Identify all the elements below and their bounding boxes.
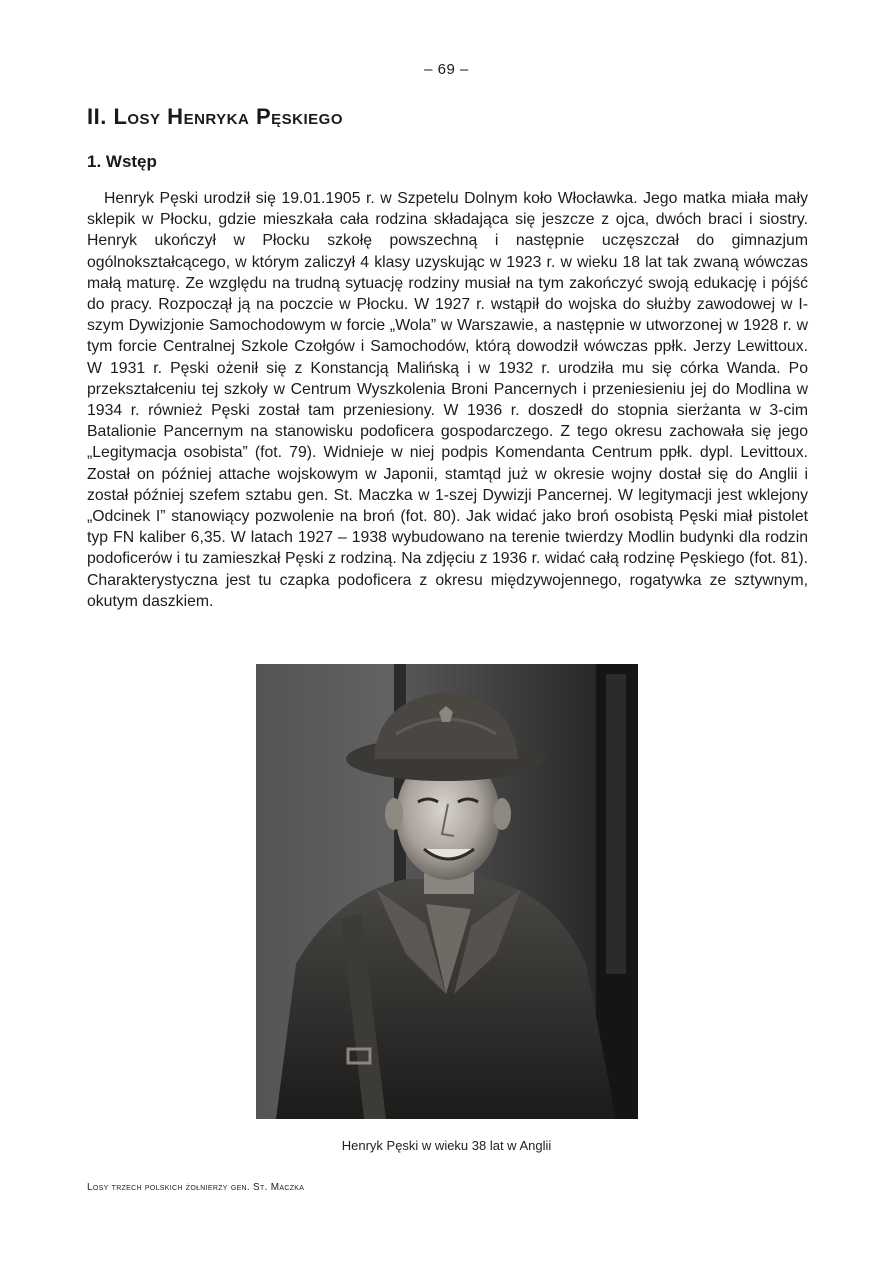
page-number: – 69 – (424, 61, 469, 78)
portrait-illustration (256, 664, 638, 1119)
chapter-title: II. Losy Henryka Pęskiego (87, 104, 343, 129)
section-title: 1. Wstęp (87, 152, 157, 171)
portrait-photo (256, 664, 638, 1119)
body-paragraph: Henryk Pęski urodził się 19.01.1905 r. w Szpetelu Dolnym koło Włocławka. Jego matka miała mały sklepik w Płocku, gdzie mieszkała cała rodzina składająca się jeszcze z ojca, dwóch braci i siostry. Henryk ukończył w Płocku szkołę powszechną i następnie uczęszczał do gimnazjum ogólnokształcącego, w którym zaliczył 4 klasy uzyskując w 1923 r. w wieku 18 lat tak zwaną wówczas małą maturę. Ze względu na trudną sytuację rodziny musiał na tym zakończyć swoją edukację i pójść do pracy. Rozpoczął ją na poczcie w Płocku. W 1927 r. wstąpił do wojska do służby zawodowej w I-szym Dywizjonie Samochodowym w forcie „Wola” w Warszawie, a następnie w utworzonej w 1928 r. w tym forcie Centralnej Szkole Czołgów i Samochodów, którą dowodził wówczas ppłk. Jerzy Lewittoux. W 1931 r. Pęski ożenił się z Konstancją Malińską i w 1932 r. urodziła mu się córka Wanda. Po przekształceniu tej szkoły w Centrum Wyszkolenia Broni Pancernych i przeniesieniu jej do Modlina w 1934 r. również Pęski został tam przeniesiony. W 1936 r. doszedł do stopnia sierżanta w 3-cim Batalionie Pancernym na stanowisku podoficera gospodarczego. Z tego okresu zachowała się jego „Legitymacja osobista” (fot. 79). Widnieje w niej podpis Komendanta Centrum ppłk. dypl. Levittoux. Został on później attache wojskowym w Japonii, stamtąd już w okresie wojny dostał się do Anglii i został później szefem sztabu gen. St. Maczka w 1-szej Dywizji Pancernej. W legitymacji jest wklejony „Odcinek I” stanowiący pozwolenie na broń (fot. 80). Jak widać jako broń osobistą Pęski miał pistolet typ FN kaliber 6,35. W latach 1927 – 1938 wybudowano na terenie twierdzy Modlin budynki dla rodzin podoficerów i tu zamieszkał Pęski z rodziną. Na zdjęciu z 1936 r. widać całą rodzinę Pęskiego (fot. 81). Charakterystyczna jest tu czapka podoficera z okresu międzywojennego, rogatywka ze sztywnym, okutym daszkiem. (87, 190, 808, 610)
photo-caption: Henryk Pęski w wieku 38 lat w Anglii (341, 1138, 552, 1153)
running-footer: Losy trzech polskich żołnierzy gen. St. Maczka (87, 1182, 305, 1193)
